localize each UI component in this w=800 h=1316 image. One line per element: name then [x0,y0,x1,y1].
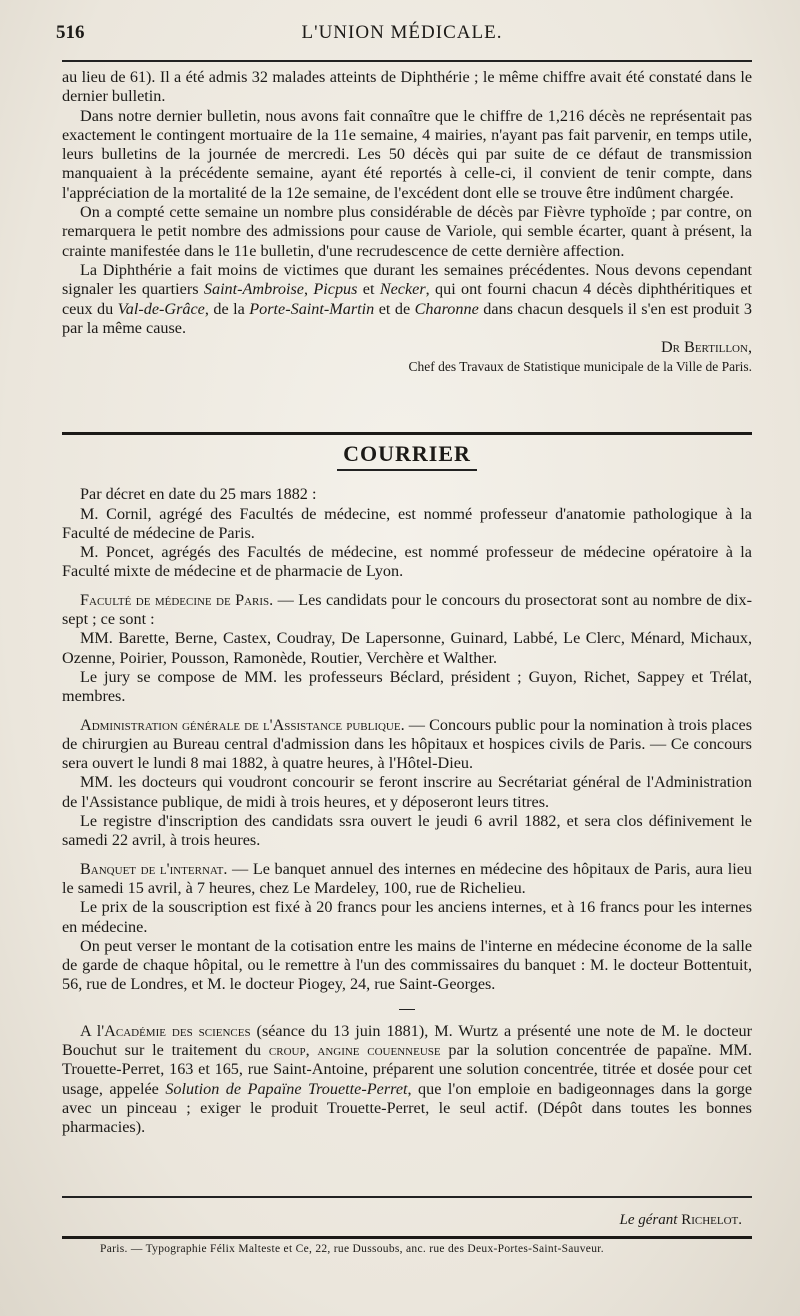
page-header [52,22,752,48]
decree-line: Par décret en date du 25 mars 1882 : [80,485,317,504]
quarter-name: Charonne [414,299,479,318]
report-paragraph-4: La Diphthérie a fait moins de victimes que durant les semaines précédentes. Nous devons cependant signaler les quartiers Saint-Ambroise, Picpus et Necker, qui ont fourni chacun 4 décès diphthéritiques et ceux du Val-de-Grâce, de la Porte-Saint-Martin et de Charonne dans chacun desquels il s'en est produit 3 par la même cause. [62,260,753,337]
header-rule [62,60,752,62]
title-underline [337,469,477,471]
quarter-name: Val-de-Grâce [117,299,205,318]
quarter-name: Porte-Saint-Martin [249,299,375,318]
poncet-nomination: M. Poncet, agrégés des Facultés de médecine, est nommé professeur de médecine opératoire à la Faculté mixte de médecine et de pharmacie de Lyon. [62,543,752,581]
gerant-name: Richelot. [681,1212,742,1228]
statistics-report [62,68,752,377]
courrier-section [62,441,753,1138]
assistance-dates: Le registre d'inscription des candidats ssra ouvert le jeudi 6 avril 1882, et sera clos définivement le samedi 22 avril, à trois heures. [62,812,752,850]
report-paragraph-2: Dans notre dernier bulletin, nous avons fait connaître que le chiffre de 1,216 décès ne représentait pas exactement le contingent mortuaire de la 11e semaine, 4 mairies, n'ayant pas fait parvenir, en temps utile, leurs bulletins de la journée de mercredi. Les 50 décès qui par suite de ce défaut de transmission manquaient à la précédente semaine, ayant été reportés à celle-ci, il convient de tenir compte, dans l'appréciation de la mortalité de la 12e semaine, de l'excédent dont elle se trouve être indûment chargée. [62,106,752,202]
page-number: 516 [56,22,85,43]
assistance-notice: Administration générale de l'Assistance publique. — Concours public pour la nomination à trois places de chirurgien au Bureau central d'admission dans les hôpitaux et hospices civils de Paris. — Ce concours sera ouvert le lundi 8 mai 1882, à quatre heures, à l'Hôtel-Dieu. [62,715,752,773]
report-signature: Dr Bertillon, [660,338,752,357]
quarter-name: Picpus [313,280,358,299]
report-paragraph-3: On a compté cette semaine un nombre plus considérable de décès par Fièvre typhoïde ; par contre, on remarquera le petit nombre des admissions pour cause de Variole, qui semble écarter, quant à présent, la crainte manifestée dans le 11e bulletin, d'une recrudescence de cette dernière affection. [62,203,752,260]
signature-title: Chef des Travaux de Statistique municipale de la Ville de Paris. [408,359,752,375]
banquet-payment: On peut verser le montant de la cotisation entre les mains de l'interne en médecine économe de la salle de garde de chaque hôpital, ou le remettre à l'un des commissaires du banquet : M. le docteur Bottentuit, 56, rue de Londres, et M. le docteur Piogey, 24, rue Saint-Georges. [62,936,752,994]
separator-dash [399,1009,415,1010]
assistance-registration: MM. les docteurs qui voudront concourir se feront inscrire au Secrétariat général de l'Administration de l'Assistance publique, de midi à trois heures, et y déposeront leurs titres. [62,773,752,811]
academie-heading: Académie des sciences [104,1021,251,1040]
quarter-name: Necker [379,280,426,299]
footer-rule-top [62,1196,752,1198]
cornil-nomination: M. Cornil, agrégé des Facultés de médecine, est nommé professeur d'anatomie pathologique à la Faculté de médecine de Paris. [62,504,752,542]
courrier-title: COURRIER [343,441,471,466]
running-title: L'UNION MÉDICALE. [301,22,503,43]
product-name: Solution de Papaïne Trouette-Perret [165,1079,408,1098]
banquet-notice: Banquet de l'internat. — Le banquet annuel des internes en médecine des hôpitaux de Paris, aura lieu le samedi 15 avril, à 7 heures, chez Le Mardeley, 100, rue de Richelieu. [62,859,752,897]
assistance-heading: Administration générale de l'Assistance publique. [80,715,405,734]
banquet-heading: Banquet de l'internat. [80,859,228,878]
candidates-list: MM. Barette, Berne, Castex, Coudray, De Lapersonne, Guinard, Labbé, Le Clerc, Ménard, Michaux, Ozenne, Poirier, Pousson, Ramonède, Routier, Verchère et Walther. [62,629,752,667]
quarter-name: Saint-Ambroise [203,280,304,299]
section-rule [62,432,752,435]
banquet-price: Le prix de la souscription est fixé à 20 francs pour les anciens internes, et à 16 francs pour les internes en médecine. [62,898,752,936]
printer-imprint: Paris. — Typographie Félix Malteste et Ce, 22, rue Dussoubs, anc. rue des Deux-Portes-Saint-Sauveur. [100,1243,604,1255]
gerant-line: Le gérant Richelot. [619,1212,742,1228]
report-paragraph-1: au lieu de 61). Il a été admis 32 malades atteints de Diphthérie ; le même chiffre avait été constaté dans le dernier bulletin. [62,68,752,106]
faculte-notice: Faculté de médecine de Paris. — Les candidats pour le concours du prosectorat sont au nombre de dix-sept ; ce sont : [62,590,752,629]
jury-list: Le jury se compose de MM. les professeurs Béclard, président ; Guyon, Richet, Sappey et Trélat, membres. [62,667,752,706]
footer-rule-bottom [62,1236,752,1239]
faculte-heading: Faculté de médecine de Paris. [80,590,274,609]
academie-notice: A l'Académie des sciences (séance du 13 juin 1881), M. Wurtz a présenté une note de M. le docteur Bouchut sur le traitement du croup, angine couenneuse par la solution concentrée de papaïne. MM. Trouette-Perret, 163 et 165, rue Saint-Antoine, préparent une solution concentrée, titrée et dosée pour cet usage, appelée Solution de Papaïne Trouette-Perret, que l'on emploie en badigeonnages dans la gorge avec un pinceau ; exiger le produit Trouette-Perret, le seul actif. (Dépôt dans toutes les bonnes pharmacies). [62,1021,753,1137]
